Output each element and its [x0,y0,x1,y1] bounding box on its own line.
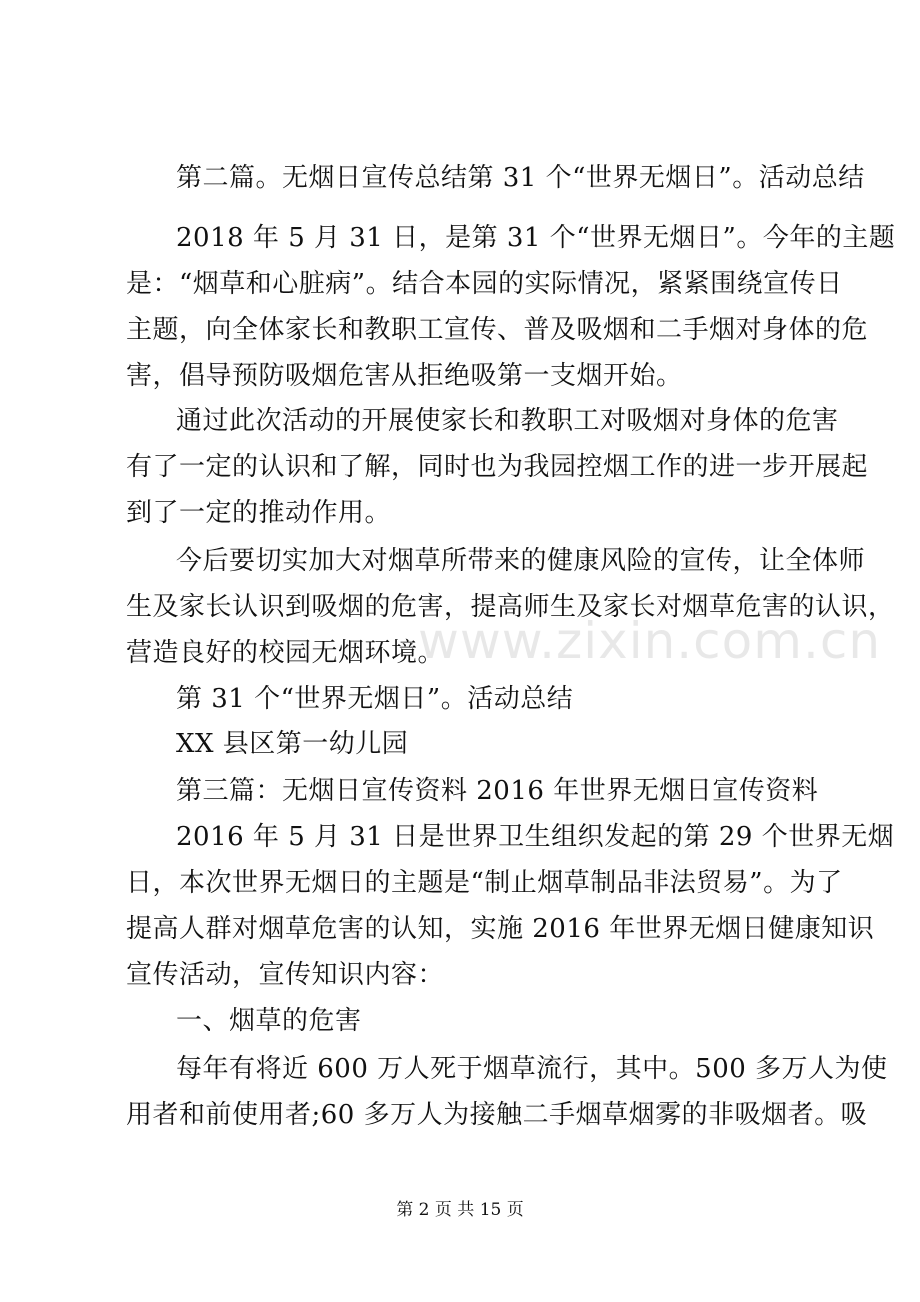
page-footer: 第 2 页 共 15 页 [396,1200,524,1220]
watermark: www.zixin.com.cn [418,612,882,670]
text-line: 害，倡导预防吸烟危害从拒绝吸第一支烟开始。 [126,361,683,391]
text-line: 第三篇：无烟日宣传资料 2016 年世界无烟日宣传资料 [176,776,819,806]
text-line: 2018 年 5 月 31 日，是第 31 个“世界无烟日”。今年的主题 [176,223,896,253]
text-line: 每年有将近 600 万人死于烟草流行，其中。500 多万人为使 [176,1054,888,1084]
text-line: 日，本次世界无烟日的主题是“制止烟草制品非法贸易”。为了 [126,868,843,898]
text-line: 第二篇。无烟日宣传总结第 31 个“世界无烟日”。活动总结 [176,163,865,193]
text-line: 到了一定的推动作用。 [126,498,392,528]
text-line: 有了一定的认识和了解，同时也为我园控烟工作的进一步开展起 [126,452,869,482]
text-line: 通过此次活动的开展使家长和教职工对吸烟对身体的危害 [176,406,839,436]
text-line: 宣传活动，宣传知识内容： [126,960,445,990]
text-line: 2016 年 5 月 31 日是世界卫生组织发起的第 29 个世界无烟 [176,822,895,852]
text-line: 主题，向全体家长和教职工宣传、普及吸烟和二手烟对身体的危 [126,315,869,345]
text-line: 用者和前使用者;60 多万人为接触二手烟草烟雾的非吸烟者。吸 [126,1100,868,1130]
text-line: 是：“烟草和心脏病”。结合本园的实际情况，紧紧围绕宣传日 [126,269,843,299]
text-line: 营造良好的校园无烟环境。 [126,638,445,668]
text-line: 提高人群对烟草危害的认知，实施 2016 年世界无烟日健康知识 [126,914,875,944]
text-line: 生及家长认识到吸烟的危害，提高师生及家长对烟草危害的认识， [126,592,895,622]
text-line: 一、烟草的危害 [176,1006,362,1036]
text-line: 第 31 个“世界无烟日”。活动总结 [176,684,574,714]
text-line: XX 县区第一幼儿园 [176,729,409,759]
text-line: 今后要切实加大对烟草所带来的健康风险的宣传，让全体师 [176,546,866,576]
